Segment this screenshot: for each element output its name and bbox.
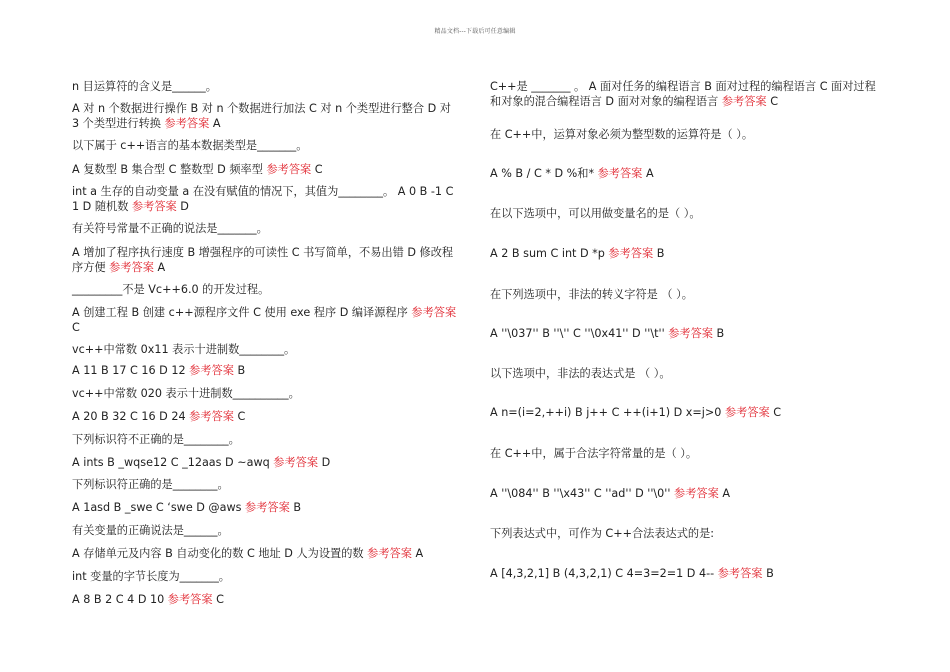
question-text: 在 C++中，属于合法字符常量的是（ ）。: [490, 447, 698, 460]
question-text: vc++中常数 020 表示十进制数__________。: [72, 387, 300, 400]
question-options: A 增加了程序执行速度 B 增强程序的可读性 C 书写简单，不易出错 D 修改程序方便 参考答案 A: [72, 246, 454, 275]
answer-label: 参考答案: [189, 410, 234, 423]
question-text: int 变量的字节长度为_______。: [72, 570, 230, 583]
question-options: A % B / C * D %和* 参考答案 A: [490, 167, 654, 180]
question-text: 在 C++中，运算对象必须为整型数的运算符是（ ）。: [490, 128, 754, 141]
question-text: _________不是 Vc++6.0 的开发过程。: [72, 283, 270, 296]
question-options: A 创建工程 B 创建 c++源程序文件 C 使用 exe 程序 D 编译源程序 参考答案 C: [72, 306, 457, 335]
question-text: 在以下选项中，可以用做变量名的是（ ）。: [490, 207, 701, 220]
answer-label: 参考答案: [674, 487, 719, 500]
question-options: A 1asd B _swe C ‘swe D @aws 参考答案 B: [72, 501, 302, 514]
question-options: A ''\084'' B ''\x43'' C ''ad'' D ''\0'' 参考答案 A: [490, 487, 730, 500]
question-options: A 11 B 17 C 16 D 12 参考答案 B: [72, 364, 246, 377]
question-options: A 20 B 32 C 16 D 24 参考答案 C: [72, 410, 246, 423]
question-options: A 对 n 个数据进行操作 B 对 n 个数据进行加法 C 对 n 个类型进行整合 D 对 3 个类型进行转换 参考答案 A: [72, 102, 451, 131]
answer-label: 参考答案: [724, 406, 770, 419]
question-options: A ints B _wqse12 C _12aas D ~awq 参考答案 D: [72, 456, 331, 469]
answer-label: 参考答案: [608, 247, 654, 260]
question-text: 下列表达式中，可作为 C++合法表达式的是:: [490, 527, 715, 540]
answer-label: 参考答案: [167, 593, 213, 606]
question-options: A [4,3,2,1] B (4,3,2,1) C 4=3=2=1 D 4-- 参考答案 B: [490, 567, 774, 580]
question-text: vc++中常数 0x11 表示十进制数________。: [72, 343, 296, 356]
answer-label: 参考答案: [266, 163, 312, 176]
question-options: int a 生存的自动变量 a 在没有赋值的情况下，其值为________。 A 0 B -1 C 1 D 随机数 参考答案 D: [72, 185, 454, 214]
answer-label: 参考答案: [721, 95, 767, 109]
question-options: A 存储单元及内容 B 自动变化的数 C 地址 D 人为设置的数 参考答案 A: [72, 547, 424, 560]
answer-label: 参考答案: [668, 327, 713, 340]
answer-label: 参考答案: [131, 200, 177, 214]
question-text: 有关符号常量不正确的说法是_______。: [72, 222, 268, 235]
question-options: A 2 B sum C int D *p 参考答案 B: [490, 247, 665, 260]
answer-label: 参考答案: [109, 261, 154, 275]
question-text: 以下属于 c++语言的基本数据类型是_______。: [72, 139, 308, 152]
answer-label: 参考答案: [367, 547, 412, 560]
question-text: 下列标识符正确的是________。: [72, 478, 229, 491]
question-text: n 目运算符的含义是______。: [72, 80, 217, 93]
question-options: A ''\037'' B ''\'' C ''\0x41'' D ''\t'' 参考答案 B: [490, 327, 725, 340]
answer-label: 参考答案: [245, 501, 290, 514]
question-text: 在下列选项中，非法的转义字符是 （ ）。: [490, 288, 693, 301]
answer-label: 参考答案: [717, 567, 763, 580]
question-options: A n=(i=2,++i) B j++ C ++(i+1) D x=j>0 参考答案 C: [490, 406, 782, 419]
answer-label: 参考答案: [164, 117, 210, 131]
answer-label: 参考答案: [597, 167, 643, 180]
answer-label: 参考答案: [411, 306, 457, 319]
question-text: 有关变量的正确说法是______。: [72, 524, 229, 537]
question-options: A 复数型 B 集合型 C 整数型 D 频率型 参考答案 C: [72, 163, 323, 176]
question-options: C++是 _______ 。 A 面对任务的编程语言 B 面对过程的编程语言 C 面对过程和对象的混合编程语言 D 面对对象的编程语言 参考答案 C: [490, 80, 876, 109]
answer-label: 参考答案: [189, 364, 234, 377]
question-text: 下列标识符不正确的是________。: [72, 433, 240, 446]
page-header: 精品文档---下载后可任意编辑: [434, 28, 516, 35]
question-text: 以下选项中，非法的表达式是 （ ）。: [490, 367, 671, 380]
answer-label: 参考答案: [273, 456, 319, 469]
question-options: A 8 B 2 C 4 D 10 参考答案 C: [72, 593, 224, 606]
